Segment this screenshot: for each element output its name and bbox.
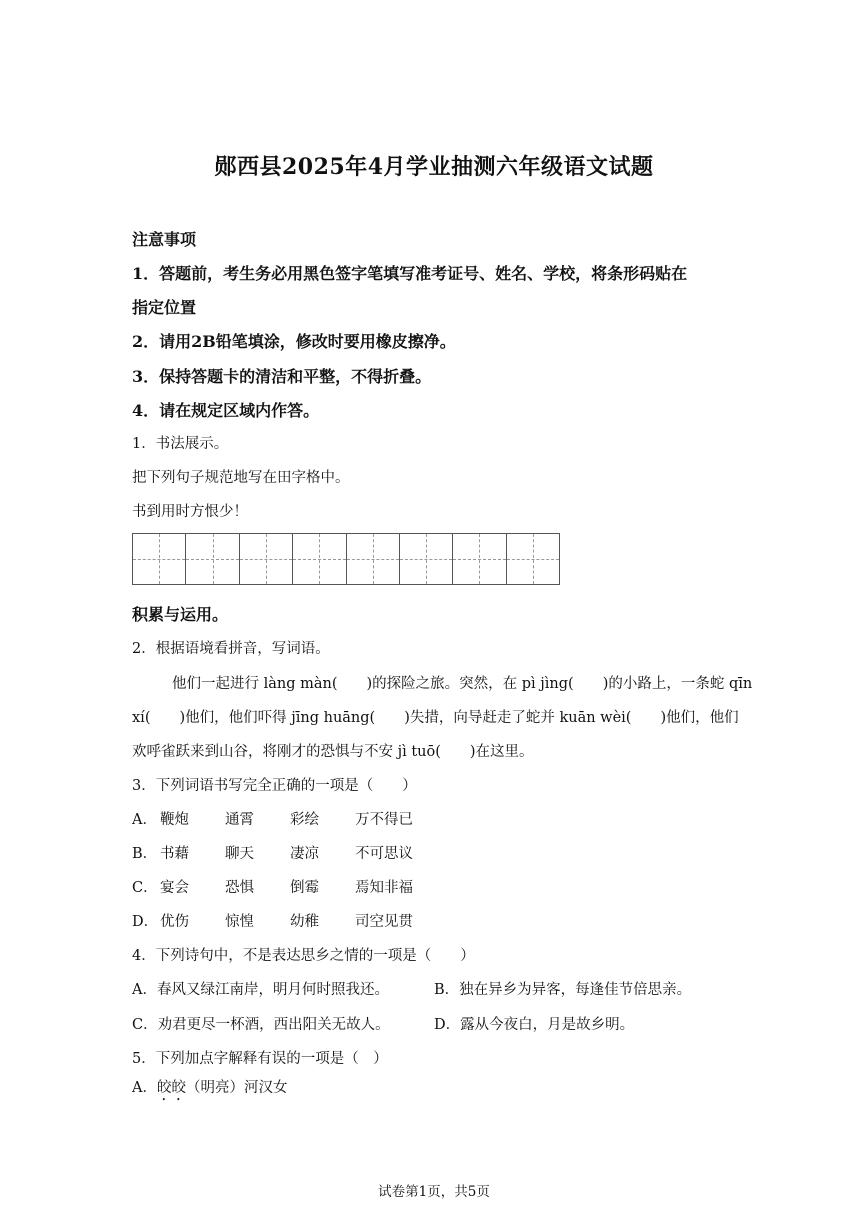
grid-cell[interactable] [293, 534, 346, 584]
q3-option-word: 聊天 [225, 846, 254, 862]
q3-option-word: 优伤 [160, 914, 189, 930]
q3-option-word: 不可思议 [355, 846, 413, 862]
q3-option-label[interactable]: B． [132, 846, 158, 862]
q3-option-word: 倒霉 [290, 880, 319, 896]
q3-option-word: 凄凉 [290, 846, 319, 862]
grid-guide-horizontal [507, 559, 559, 560]
q1-instruction: 把下列句子规范地写在田字格中。 [132, 470, 350, 486]
q3-option-word: 万不得已 [355, 812, 413, 828]
q3-option-word: 彩绘 [290, 812, 319, 828]
notes-heading: 注意事项 [132, 230, 197, 249]
q3-option-word: 司空见贯 [355, 914, 413, 930]
page-footer: 试卷第1页，共5页 [378, 1184, 490, 1200]
q1-title: 1．书法展示。 [132, 436, 229, 452]
q3-option-word: 恐惧 [225, 880, 254, 896]
q2-passage-line-1: 他们一起进行 làng màn( )的探险之旅。突然，在 pì jìng( )的小路上，一条蛇 qīn [172, 676, 753, 692]
note-item-4: 4．请在规定区域内作答。 [132, 401, 320, 420]
note-item-1-cont: 指定位置 [132, 298, 197, 317]
q4-option-d[interactable]: D．露从今夜白，月是故乡明。 [434, 1017, 635, 1033]
note-item-2: 2．请用2B铅笔填涂，修改时要用橡皮擦净。 [132, 332, 456, 351]
note-item-1: 1．答题前，考生务必用黑色签字笔填写准考证号、姓名、学校，将条形码贴在 [132, 264, 688, 283]
q5-option-a-label: A． [132, 1080, 157, 1096]
grid-guide-horizontal [400, 559, 452, 560]
q5-option-a-text: （明亮）河汉女 [185, 1080, 288, 1096]
grid-guide-horizontal [293, 559, 345, 560]
q2-title: 2．根据语境看拼音，写词语。 [132, 641, 330, 657]
q5-dotted-word: 皎皎 [156, 1080, 186, 1096]
q3-option-word: 幼稚 [290, 914, 319, 930]
grid-cell[interactable] [400, 534, 453, 584]
grid-cell[interactable] [453, 534, 506, 584]
q5-option-a[interactable] [132, 1076, 287, 1104]
q5-title: 5．下列加点字解释有误的一项是（ ） [132, 1051, 388, 1067]
q3-option-word: 鞭炮 [160, 812, 189, 828]
q4-option-b[interactable]: B．独在异乡为异客，每逢佳节倍思亲。 [434, 982, 692, 998]
grid-guide-horizontal [240, 559, 292, 560]
q3-option-word: 宴会 [160, 880, 189, 896]
q3-option-label[interactable]: A． [132, 812, 157, 828]
grid-cell[interactable] [240, 534, 293, 584]
section-heading: 积累与运用。 [132, 605, 229, 624]
grid-cell[interactable] [186, 534, 239, 584]
q1-sentence: 书到用时方恨少！ [132, 504, 248, 520]
q3-option-label[interactable]: C． [132, 880, 158, 896]
page-title: 郧西县2025年4月学业抽测六年级语文试题 [214, 154, 654, 180]
grid-guide-horizontal [186, 559, 238, 560]
grid-cell[interactable] [347, 534, 400, 584]
grid-guide-horizontal [453, 559, 505, 560]
q3-title: 3．下列词语书写完全正确的一项是（ ） [132, 778, 417, 794]
q2-passage-line-2: xí( )他们，他们吓得 jīng huāng( )失措，向导赶走了蛇并 kuān wèi( )他们，他们 [132, 710, 739, 726]
q3-option-word: 焉知非福 [355, 880, 413, 896]
q3-option-label[interactable]: D． [132, 914, 159, 930]
q3-option-word: 惊惶 [225, 914, 254, 930]
q4-title: 4．下列诗句中，不是表达思乡之情的一项是（ ） [132, 948, 475, 964]
q2-passage-line-3: 欢呼雀跃来到山谷，将刚才的恐惧与不安 jì tuō( )在这里。 [132, 744, 534, 760]
q3-option-word: 通霄 [225, 812, 254, 828]
grid-cell[interactable] [133, 534, 186, 584]
q4-option-c[interactable]: C．劝君更尽一杯酒，西出阳关无故人。 [132, 1017, 390, 1033]
grid-guide-horizontal [133, 559, 185, 560]
grid-guide-horizontal [347, 559, 399, 560]
note-item-3: 3．保持答题卡的清洁和平整，不得折叠。 [132, 367, 432, 386]
grid-cell[interactable] [507, 534, 559, 584]
tian-zi-grid[interactable] [132, 533, 560, 585]
q3-option-word: 书藉 [160, 846, 189, 862]
q4-option-a[interactable]: A．春风又绿江南岸，明月何时照我还。 [132, 982, 389, 998]
